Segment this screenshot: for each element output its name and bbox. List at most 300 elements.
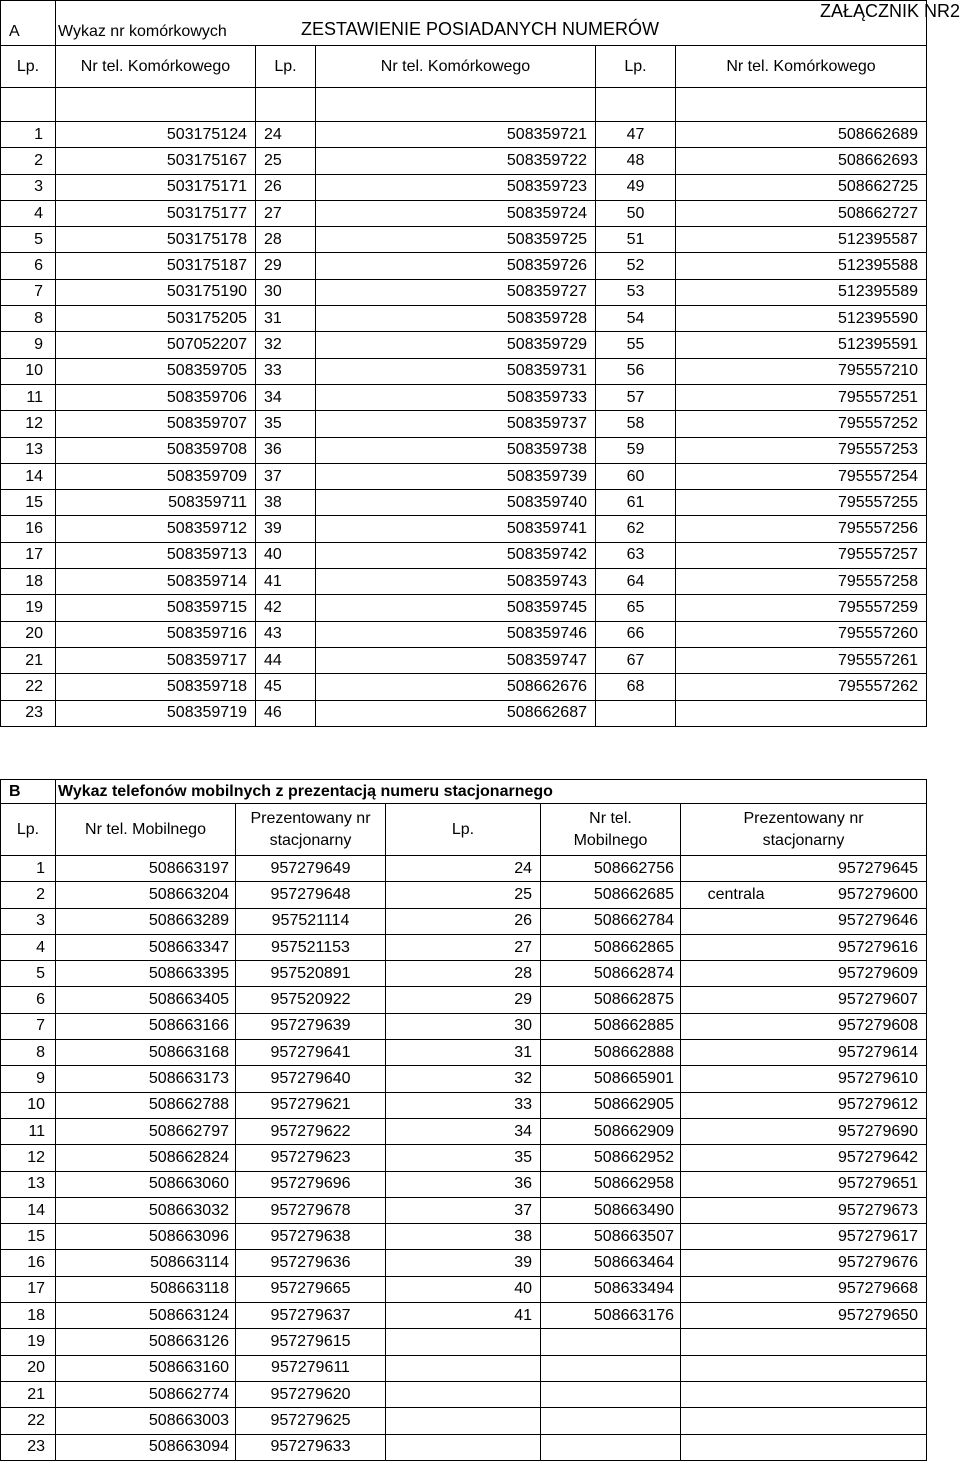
row-mobile: 508663094 bbox=[56, 1434, 236, 1460]
row-number: 508359722 bbox=[316, 148, 596, 174]
col-lp: Lp. bbox=[1, 46, 56, 88]
row-note bbox=[681, 1145, 767, 1171]
row-mobile: 508662685 bbox=[541, 882, 681, 908]
row-lp: 38 bbox=[386, 1224, 541, 1250]
row-fixed bbox=[767, 1355, 927, 1381]
row-lp: 32 bbox=[256, 332, 316, 358]
spacer-row bbox=[1, 88, 927, 122]
row-lp: 18 bbox=[1, 1303, 56, 1329]
table-row bbox=[1, 1197, 927, 1223]
row-number: 508662725 bbox=[676, 174, 927, 200]
table-row bbox=[1, 1040, 927, 1066]
row-lp: 62 bbox=[596, 516, 676, 542]
row-lp: 13 bbox=[1, 437, 56, 463]
section-a-header-cell bbox=[56, 1, 960, 46]
row-number: 508359728 bbox=[316, 306, 596, 332]
row-lp bbox=[386, 1408, 541, 1434]
col-mobile-line1: Nr tel. bbox=[589, 809, 632, 827]
row-number: 508359705 bbox=[56, 358, 256, 384]
row-lp: 25 bbox=[386, 882, 541, 908]
row-lp: 21 bbox=[1, 1381, 56, 1407]
row-note bbox=[681, 1408, 767, 1434]
row-fixed: 957279612 bbox=[767, 1092, 927, 1118]
row-number: 503175124 bbox=[56, 122, 256, 148]
row-mobile: 508663124 bbox=[56, 1303, 236, 1329]
table-row bbox=[1, 411, 927, 437]
row-number: 508359725 bbox=[316, 227, 596, 253]
row-number: 503175178 bbox=[56, 227, 256, 253]
table-row bbox=[1, 306, 927, 332]
row-mobile: 508662885 bbox=[541, 1013, 681, 1039]
row-lp: 37 bbox=[256, 463, 316, 489]
row-fixed: 957279648 bbox=[236, 882, 386, 908]
section-a-header-row bbox=[1, 46, 927, 88]
row-lp: 27 bbox=[386, 934, 541, 960]
annex-label: ZAŁĄCZNIK NR2 bbox=[820, 1, 960, 21]
row-number: 795557261 bbox=[676, 647, 927, 673]
row-number: 508359711 bbox=[56, 490, 256, 516]
row-number bbox=[676, 700, 927, 726]
row-number: 508662689 bbox=[676, 122, 927, 148]
row-mobile: 508663204 bbox=[56, 882, 236, 908]
row-fixed: 957279625 bbox=[236, 1408, 386, 1434]
row-note bbox=[681, 1381, 767, 1407]
row-mobile: 508662952 bbox=[541, 1145, 681, 1171]
row-number: 508359718 bbox=[56, 674, 256, 700]
table-row bbox=[1, 987, 927, 1013]
row-note bbox=[681, 1303, 767, 1329]
row-lp: 34 bbox=[256, 384, 316, 410]
row-fixed bbox=[767, 1329, 927, 1355]
row-note bbox=[681, 1250, 767, 1276]
row-lp: 66 bbox=[596, 621, 676, 647]
row-lp bbox=[386, 1329, 541, 1355]
row-number: 795557260 bbox=[676, 621, 927, 647]
col-mobile bbox=[541, 804, 681, 856]
row-lp: 20 bbox=[1, 621, 56, 647]
table-row bbox=[1, 1434, 927, 1460]
col-fixed-line2: stacjonarny bbox=[762, 831, 845, 849]
table-row bbox=[1, 1171, 927, 1197]
row-mobile: 508662958 bbox=[541, 1171, 681, 1197]
table-row bbox=[1, 490, 927, 516]
row-mobile: 508663060 bbox=[56, 1171, 236, 1197]
row-lp: 8 bbox=[1, 306, 56, 332]
row-lp: 20 bbox=[1, 1355, 56, 1381]
row-lp: 14 bbox=[1, 1197, 56, 1223]
row-lp: 10 bbox=[1, 1092, 56, 1118]
row-lp: 31 bbox=[386, 1040, 541, 1066]
row-number: 503175190 bbox=[56, 279, 256, 305]
row-number: 508359743 bbox=[316, 569, 596, 595]
row-lp: 21 bbox=[1, 647, 56, 673]
table-row bbox=[1, 227, 927, 253]
row-lp: 2 bbox=[1, 882, 56, 908]
row-mobile: 508662888 bbox=[541, 1040, 681, 1066]
row-lp: 9 bbox=[1, 1066, 56, 1092]
row-lp: 34 bbox=[386, 1118, 541, 1144]
row-lp bbox=[386, 1434, 541, 1460]
row-lp: 39 bbox=[256, 516, 316, 542]
row-lp: 45 bbox=[256, 674, 316, 700]
row-lp: 28 bbox=[256, 227, 316, 253]
table-row bbox=[1, 1092, 927, 1118]
row-lp: 37 bbox=[386, 1197, 541, 1223]
row-mobile: 508662905 bbox=[541, 1092, 681, 1118]
row-number: 508662676 bbox=[316, 674, 596, 700]
row-number: 508359712 bbox=[56, 516, 256, 542]
row-lp: 54 bbox=[596, 306, 676, 332]
row-fixed: 957279696 bbox=[236, 1171, 386, 1197]
row-lp: 23 bbox=[1, 1434, 56, 1460]
row-lp: 28 bbox=[386, 961, 541, 987]
row-fixed: 957279614 bbox=[767, 1040, 927, 1066]
row-lp: 1 bbox=[1, 122, 56, 148]
row-fixed: 957279623 bbox=[236, 1145, 386, 1171]
row-mobile: 508662788 bbox=[56, 1092, 236, 1118]
row-number: 508359745 bbox=[316, 595, 596, 621]
table-row bbox=[1, 1224, 927, 1250]
row-mobile: 508662874 bbox=[541, 961, 681, 987]
row-number: 512395587 bbox=[676, 227, 927, 253]
row-lp: 31 bbox=[256, 306, 316, 332]
row-fixed: 957279665 bbox=[236, 1276, 386, 1302]
row-note bbox=[681, 1276, 767, 1302]
row-number: 795557251 bbox=[676, 384, 927, 410]
row-number: 508359713 bbox=[56, 542, 256, 568]
row-lp: 50 bbox=[596, 200, 676, 226]
row-mobile: 508663490 bbox=[541, 1197, 681, 1223]
row-note bbox=[681, 1355, 767, 1381]
row-lp: 16 bbox=[1, 516, 56, 542]
row-lp: 15 bbox=[1, 490, 56, 516]
row-number: 508359737 bbox=[316, 411, 596, 437]
row-lp: 67 bbox=[596, 647, 676, 673]
table-row bbox=[1, 1381, 927, 1407]
table-row bbox=[1, 1250, 927, 1276]
row-lp: 6 bbox=[1, 253, 56, 279]
row-mobile: 508663126 bbox=[56, 1329, 236, 1355]
row-number: 508359726 bbox=[316, 253, 596, 279]
row-lp: 29 bbox=[386, 987, 541, 1013]
row-number: 508662687 bbox=[316, 700, 596, 726]
row-mobile: 508663118 bbox=[56, 1276, 236, 1302]
row-number: 795557210 bbox=[676, 358, 927, 384]
row-lp: 22 bbox=[1, 674, 56, 700]
row-lp: 7 bbox=[1, 279, 56, 305]
row-lp: 58 bbox=[596, 411, 676, 437]
row-number: 508359741 bbox=[316, 516, 596, 542]
table-row bbox=[1, 358, 927, 384]
mobile-presentation-table bbox=[0, 779, 927, 1461]
row-number: 508359724 bbox=[316, 200, 596, 226]
row-number: 512395590 bbox=[676, 306, 927, 332]
doc-title: ZESTAWIENIE POSIADANYCH NUMERÓW bbox=[301, 19, 660, 39]
col-mobile-line2: Mobilnego bbox=[573, 831, 648, 849]
table-row bbox=[1, 961, 927, 987]
row-number: 795557254 bbox=[676, 463, 927, 489]
row-mobile: 508663166 bbox=[56, 1013, 236, 1039]
row-lp: 42 bbox=[256, 595, 316, 621]
col-lp: Lp. bbox=[256, 46, 316, 88]
table-row bbox=[1, 437, 927, 463]
row-mobile: 508662797 bbox=[56, 1118, 236, 1144]
row-note bbox=[681, 1040, 767, 1066]
row-number: 512395588 bbox=[676, 253, 927, 279]
row-number: 508359731 bbox=[316, 358, 596, 384]
row-note bbox=[681, 1092, 767, 1118]
row-lp bbox=[596, 700, 676, 726]
row-lp: 32 bbox=[386, 1066, 541, 1092]
row-lp: 16 bbox=[1, 1250, 56, 1276]
row-lp: 8 bbox=[1, 1040, 56, 1066]
row-lp: 6 bbox=[1, 987, 56, 1013]
row-lp: 17 bbox=[1, 542, 56, 568]
row-fixed: 957279678 bbox=[236, 1197, 386, 1223]
row-fixed: 957279642 bbox=[767, 1145, 927, 1171]
table-row bbox=[1, 148, 927, 174]
row-lp: 36 bbox=[386, 1171, 541, 1197]
row-mobile bbox=[541, 1329, 681, 1355]
row-lp: 46 bbox=[256, 700, 316, 726]
row-lp: 29 bbox=[256, 253, 316, 279]
row-fixed: 957279646 bbox=[767, 908, 927, 934]
row-number: 795557259 bbox=[676, 595, 927, 621]
row-lp: 41 bbox=[256, 569, 316, 595]
section-a-heading: Wykaz nr komórkowych bbox=[58, 23, 227, 40]
row-note bbox=[681, 1118, 767, 1144]
row-lp: 26 bbox=[386, 908, 541, 934]
row-lp: 43 bbox=[256, 621, 316, 647]
table-row bbox=[1, 332, 927, 358]
row-lp: 55 bbox=[596, 332, 676, 358]
col-number: Nr tel. Komórkowego bbox=[676, 46, 927, 88]
table-row bbox=[1, 908, 927, 934]
row-note bbox=[681, 1066, 767, 1092]
row-note bbox=[681, 908, 767, 934]
row-number: 503175177 bbox=[56, 200, 256, 226]
row-fixed: 957279607 bbox=[767, 987, 927, 1013]
row-fixed: 957279668 bbox=[767, 1276, 927, 1302]
row-number: 795557255 bbox=[676, 490, 927, 516]
row-lp: 40 bbox=[256, 542, 316, 568]
row-lp: 41 bbox=[386, 1303, 541, 1329]
row-mobile: 508633494 bbox=[541, 1276, 681, 1302]
row-lp: 65 bbox=[596, 595, 676, 621]
row-fixed: 957279690 bbox=[767, 1118, 927, 1144]
row-number: 795557256 bbox=[676, 516, 927, 542]
row-mobile: 508663003 bbox=[56, 1408, 236, 1434]
row-number: 503175187 bbox=[56, 253, 256, 279]
row-lp: 57 bbox=[596, 384, 676, 410]
table-row bbox=[1, 569, 927, 595]
row-lp: 36 bbox=[256, 437, 316, 463]
row-lp: 26 bbox=[256, 174, 316, 200]
row-fixed: 957279620 bbox=[236, 1381, 386, 1407]
col-lp: Lp. bbox=[596, 46, 676, 88]
row-fixed: 957279617 bbox=[767, 1224, 927, 1250]
row-number: 508359716 bbox=[56, 621, 256, 647]
table-row bbox=[1, 1276, 927, 1302]
row-mobile: 508663173 bbox=[56, 1066, 236, 1092]
row-lp: 22 bbox=[1, 1408, 56, 1434]
cell-numbers-table bbox=[0, 0, 960, 727]
row-number: 508359706 bbox=[56, 384, 256, 410]
col-fixed-line1: Prezentowany nr bbox=[743, 809, 864, 827]
row-note bbox=[681, 1197, 767, 1223]
table-row bbox=[1, 1066, 927, 1092]
row-mobile: 508662909 bbox=[541, 1118, 681, 1144]
row-lp: 44 bbox=[256, 647, 316, 673]
row-number: 508359739 bbox=[316, 463, 596, 489]
row-mobile: 508663114 bbox=[56, 1250, 236, 1276]
row-number: 507052207 bbox=[56, 332, 256, 358]
table-row bbox=[1, 516, 927, 542]
table-row bbox=[1, 700, 927, 726]
row-number: 795557257 bbox=[676, 542, 927, 568]
row-fixed: 957279609 bbox=[767, 961, 927, 987]
row-note bbox=[681, 1013, 767, 1039]
row-lp: 2 bbox=[1, 148, 56, 174]
row-lp bbox=[386, 1355, 541, 1381]
table-row bbox=[1, 542, 927, 568]
table-row bbox=[1, 856, 927, 882]
row-number: 508359708 bbox=[56, 437, 256, 463]
row-lp: 48 bbox=[596, 148, 676, 174]
row-fixed: 957279621 bbox=[236, 1092, 386, 1118]
row-note: centrala bbox=[681, 882, 767, 908]
row-fixed: 957279651 bbox=[767, 1171, 927, 1197]
section-b-letter: B bbox=[1, 780, 56, 804]
table-row bbox=[1, 1145, 927, 1171]
row-lp: 11 bbox=[1, 1118, 56, 1144]
row-note bbox=[681, 1171, 767, 1197]
row-number: 508359723 bbox=[316, 174, 596, 200]
row-number: 503175167 bbox=[56, 148, 256, 174]
row-fixed: 957279636 bbox=[236, 1250, 386, 1276]
row-lp: 49 bbox=[596, 174, 676, 200]
row-fixed bbox=[767, 1381, 927, 1407]
row-lp: 27 bbox=[256, 200, 316, 226]
row-mobile: 508663464 bbox=[541, 1250, 681, 1276]
row-lp bbox=[386, 1381, 541, 1407]
row-mobile: 508663176 bbox=[541, 1303, 681, 1329]
row-note bbox=[681, 934, 767, 960]
row-mobile: 508663168 bbox=[56, 1040, 236, 1066]
row-number: 508359714 bbox=[56, 569, 256, 595]
col-lp: Lp. bbox=[1, 804, 56, 856]
row-fixed: 957279641 bbox=[236, 1040, 386, 1066]
row-fixed bbox=[767, 1408, 927, 1434]
row-number: 795557252 bbox=[676, 411, 927, 437]
col-fixed-line1: Prezentowany nr bbox=[250, 809, 371, 827]
section-b-heading: Wykaz telefonów mobilnych z prezentacją numeru stacjonarnego bbox=[56, 780, 927, 804]
row-number: 508662727 bbox=[676, 200, 927, 226]
row-lp: 3 bbox=[1, 908, 56, 934]
row-number: 795557258 bbox=[676, 569, 927, 595]
row-lp: 30 bbox=[386, 1013, 541, 1039]
row-mobile bbox=[541, 1355, 681, 1381]
row-mobile: 508663032 bbox=[56, 1197, 236, 1223]
table-row bbox=[1, 200, 927, 226]
row-lp: 56 bbox=[596, 358, 676, 384]
row-fixed: 957521153 bbox=[236, 934, 386, 960]
row-lp: 5 bbox=[1, 227, 56, 253]
row-lp: 11 bbox=[1, 384, 56, 410]
row-fixed: 957279645 bbox=[767, 856, 927, 882]
row-lp: 12 bbox=[1, 1145, 56, 1171]
row-number: 503175205 bbox=[56, 306, 256, 332]
row-mobile: 508663395 bbox=[56, 961, 236, 987]
row-fixed: 957279608 bbox=[767, 1013, 927, 1039]
row-lp: 14 bbox=[1, 463, 56, 489]
table-row bbox=[1, 1355, 927, 1381]
table-row bbox=[1, 463, 927, 489]
row-fixed: 957279633 bbox=[236, 1434, 386, 1460]
row-lp: 5 bbox=[1, 961, 56, 987]
row-mobile: 508662865 bbox=[541, 934, 681, 960]
row-fixed: 957279638 bbox=[236, 1224, 386, 1250]
row-fixed: 957279650 bbox=[767, 1303, 927, 1329]
row-lp: 12 bbox=[1, 411, 56, 437]
row-lp: 64 bbox=[596, 569, 676, 595]
col-mobile: Nr tel. Mobilnego bbox=[56, 804, 236, 856]
row-lp: 60 bbox=[596, 463, 676, 489]
row-note bbox=[681, 1224, 767, 1250]
row-lp: 23 bbox=[1, 700, 56, 726]
row-number: 508359727 bbox=[316, 279, 596, 305]
row-lp: 19 bbox=[1, 1329, 56, 1355]
table-row bbox=[1, 934, 927, 960]
row-lp: 17 bbox=[1, 1276, 56, 1302]
table-row bbox=[1, 621, 927, 647]
row-fixed: 957279600 bbox=[767, 882, 927, 908]
row-number: 795557262 bbox=[676, 674, 927, 700]
row-lp: 59 bbox=[596, 437, 676, 463]
row-fixed: 957279639 bbox=[236, 1013, 386, 1039]
row-lp: 61 bbox=[596, 490, 676, 516]
table-row bbox=[1, 1303, 927, 1329]
col-fixed bbox=[236, 804, 386, 856]
row-mobile: 508663405 bbox=[56, 987, 236, 1013]
row-lp: 3 bbox=[1, 174, 56, 200]
row-fixed: 957279673 bbox=[767, 1197, 927, 1223]
row-mobile: 508662756 bbox=[541, 856, 681, 882]
table-row bbox=[1, 384, 927, 410]
row-fixed: 957520891 bbox=[236, 961, 386, 987]
row-number: 508359740 bbox=[316, 490, 596, 516]
row-lp: 33 bbox=[256, 358, 316, 384]
row-note bbox=[681, 856, 767, 882]
row-number: 512395591 bbox=[676, 332, 927, 358]
row-number: 508359742 bbox=[316, 542, 596, 568]
section-a-letter: A bbox=[1, 1, 56, 46]
row-lp: 38 bbox=[256, 490, 316, 516]
row-lp: 19 bbox=[1, 595, 56, 621]
row-number: 508359729 bbox=[316, 332, 596, 358]
row-lp: 40 bbox=[386, 1276, 541, 1302]
row-fixed: 957521114 bbox=[236, 908, 386, 934]
table-row bbox=[1, 674, 927, 700]
row-number: 508359733 bbox=[316, 384, 596, 410]
row-fixed: 957279611 bbox=[236, 1355, 386, 1381]
row-mobile bbox=[541, 1381, 681, 1407]
row-number: 512395589 bbox=[676, 279, 927, 305]
row-fixed: 957279640 bbox=[236, 1066, 386, 1092]
col-fixed bbox=[681, 804, 927, 856]
row-lp: 51 bbox=[596, 227, 676, 253]
row-number: 508359747 bbox=[316, 647, 596, 673]
